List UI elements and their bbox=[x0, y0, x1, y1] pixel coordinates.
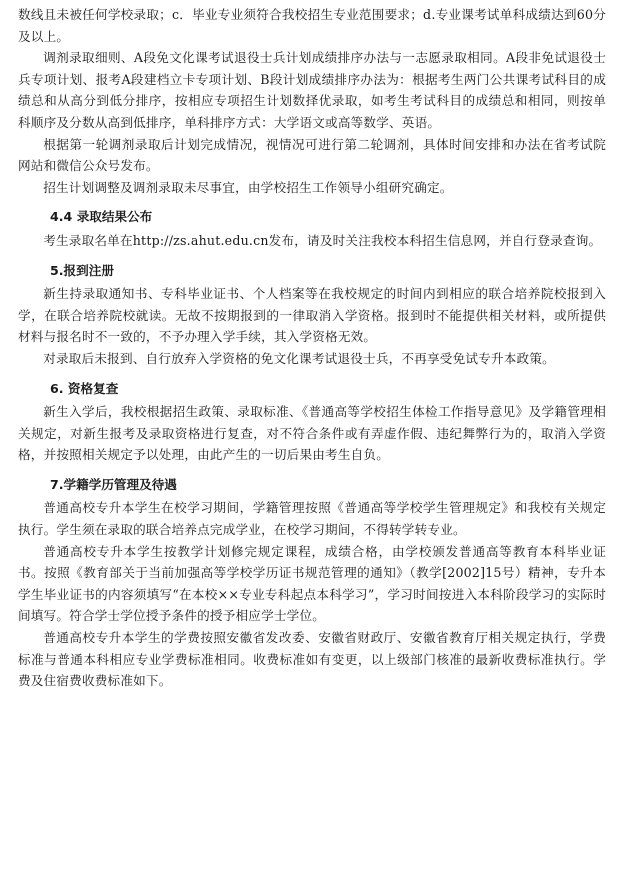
paragraph-adjustment-rules: 调剂录取细则、A段免文化课考试退役士兵计划成绩排序办法与一志愿录取相同。A段非免试退役士兵专项计划、报考A段建档立卡专项计划、B段计划成绩排序办法为：根据考生两门公共课考试科目的成绩总和从高分到低分排序，按相应专项招生计划数择优录取，如考生考试科目的成绩总和相同，则按单科顺序及分数从高到低排序，单科排序方式：大学语文或高等数学、英语。 bbox=[18, 50, 606, 130]
heading-5: 5.报到注册 bbox=[50, 262, 114, 278]
paragraph-unresolved-matters: 招生计划调整及调剂录取未尽事宜，由学校招生工作领导小组研究确定。 bbox=[43, 179, 453, 195]
heading-6: 6. 资格复查 bbox=[50, 380, 119, 396]
paragraph-second-round: 根据第一轮调剂录取后计划完成情况，视情况可进行第二轮调剂，具体时间安排和办法在省考试院网站和微信公众号发布。 bbox=[18, 136, 606, 174]
paragraph-no-show: 对录取后未报到、自行放弃入学资格的免文化课考试退役士兵，不再享受免试专升本政策。 bbox=[43, 350, 555, 366]
paragraph-tuition: 普通高校专升本学生的学费按照安徽省发改委、安徽省财政厅、安徽省教育厅相关规定执行，学费标准与普通本科相应专业学费标准相同。收费标准如有变更，以上级部门核准的最新收费标准执行。学费及住宿费收费标准如下。 bbox=[18, 630, 606, 689]
paragraph-admission-conditions: 数线且未被任何学校录取；c．毕业专业须符合我校招生专业范围要求；d.专业课考试单科成绩达到60分及以上。 bbox=[18, 7, 606, 44]
heading-4-4: 4.4 录取结果公布 bbox=[50, 209, 153, 225]
heading-7: 7.学籍学历管理及待遇 bbox=[50, 476, 177, 492]
paragraph-qualification-review: 新生入学后，我校根据招生政策、录取标准、《普通高等学校招生体检工作指导意见》及学籍管理相关规定，对新生报考及录取资格进行复查，对不符合条件或有弄虚作假、违纪舞弊行为的，取消入学资格，并按照相关规定予以处理，由此产生的一切后果由考生自负。 bbox=[18, 404, 606, 463]
paragraph-diploma: 普通高校专升本学生按教学计划修完规定课程，成绩合格，由学校颁发普通高等教育本科毕业证书。按照《教育部关于当前加强高等学校学历证书规范管理的通知》（教学[2002]15号）精神，专升本学生毕业证书的内容须填写“在本校××专业专科起点本科学习”，学习时间按进入本科阶段学习的实际时间填写。符合学士学位授予条件的授予相应学士学位。 bbox=[18, 543, 606, 624]
paragraph-status-management: 普通高校专升本学生在校学习期间，学籍管理按照《普通高等学校学生管理规定》和我校有关规定执行。学生须在录取的联合培养点完成学业，在校学习期间，不得转学转专业。 bbox=[18, 500, 606, 538]
paragraph-results-publication: 考生录取名单在http://zs.ahut.edu.cn发布，请及时关注我校本科招生信息网，并自行登录查询。 bbox=[43, 232, 602, 248]
paragraph-registration: 新生持录取通知书、专科毕业证书、个人档案等在我校规定的时间内到相应的联合培养院校报到入学，在联合培养院校就读。无故不按期报到的一律取消入学资格。报到时不能提供相关材料，或所提供材料与报名时不一致的，不予办理入学手续，其入学资格无效。 bbox=[18, 286, 606, 345]
